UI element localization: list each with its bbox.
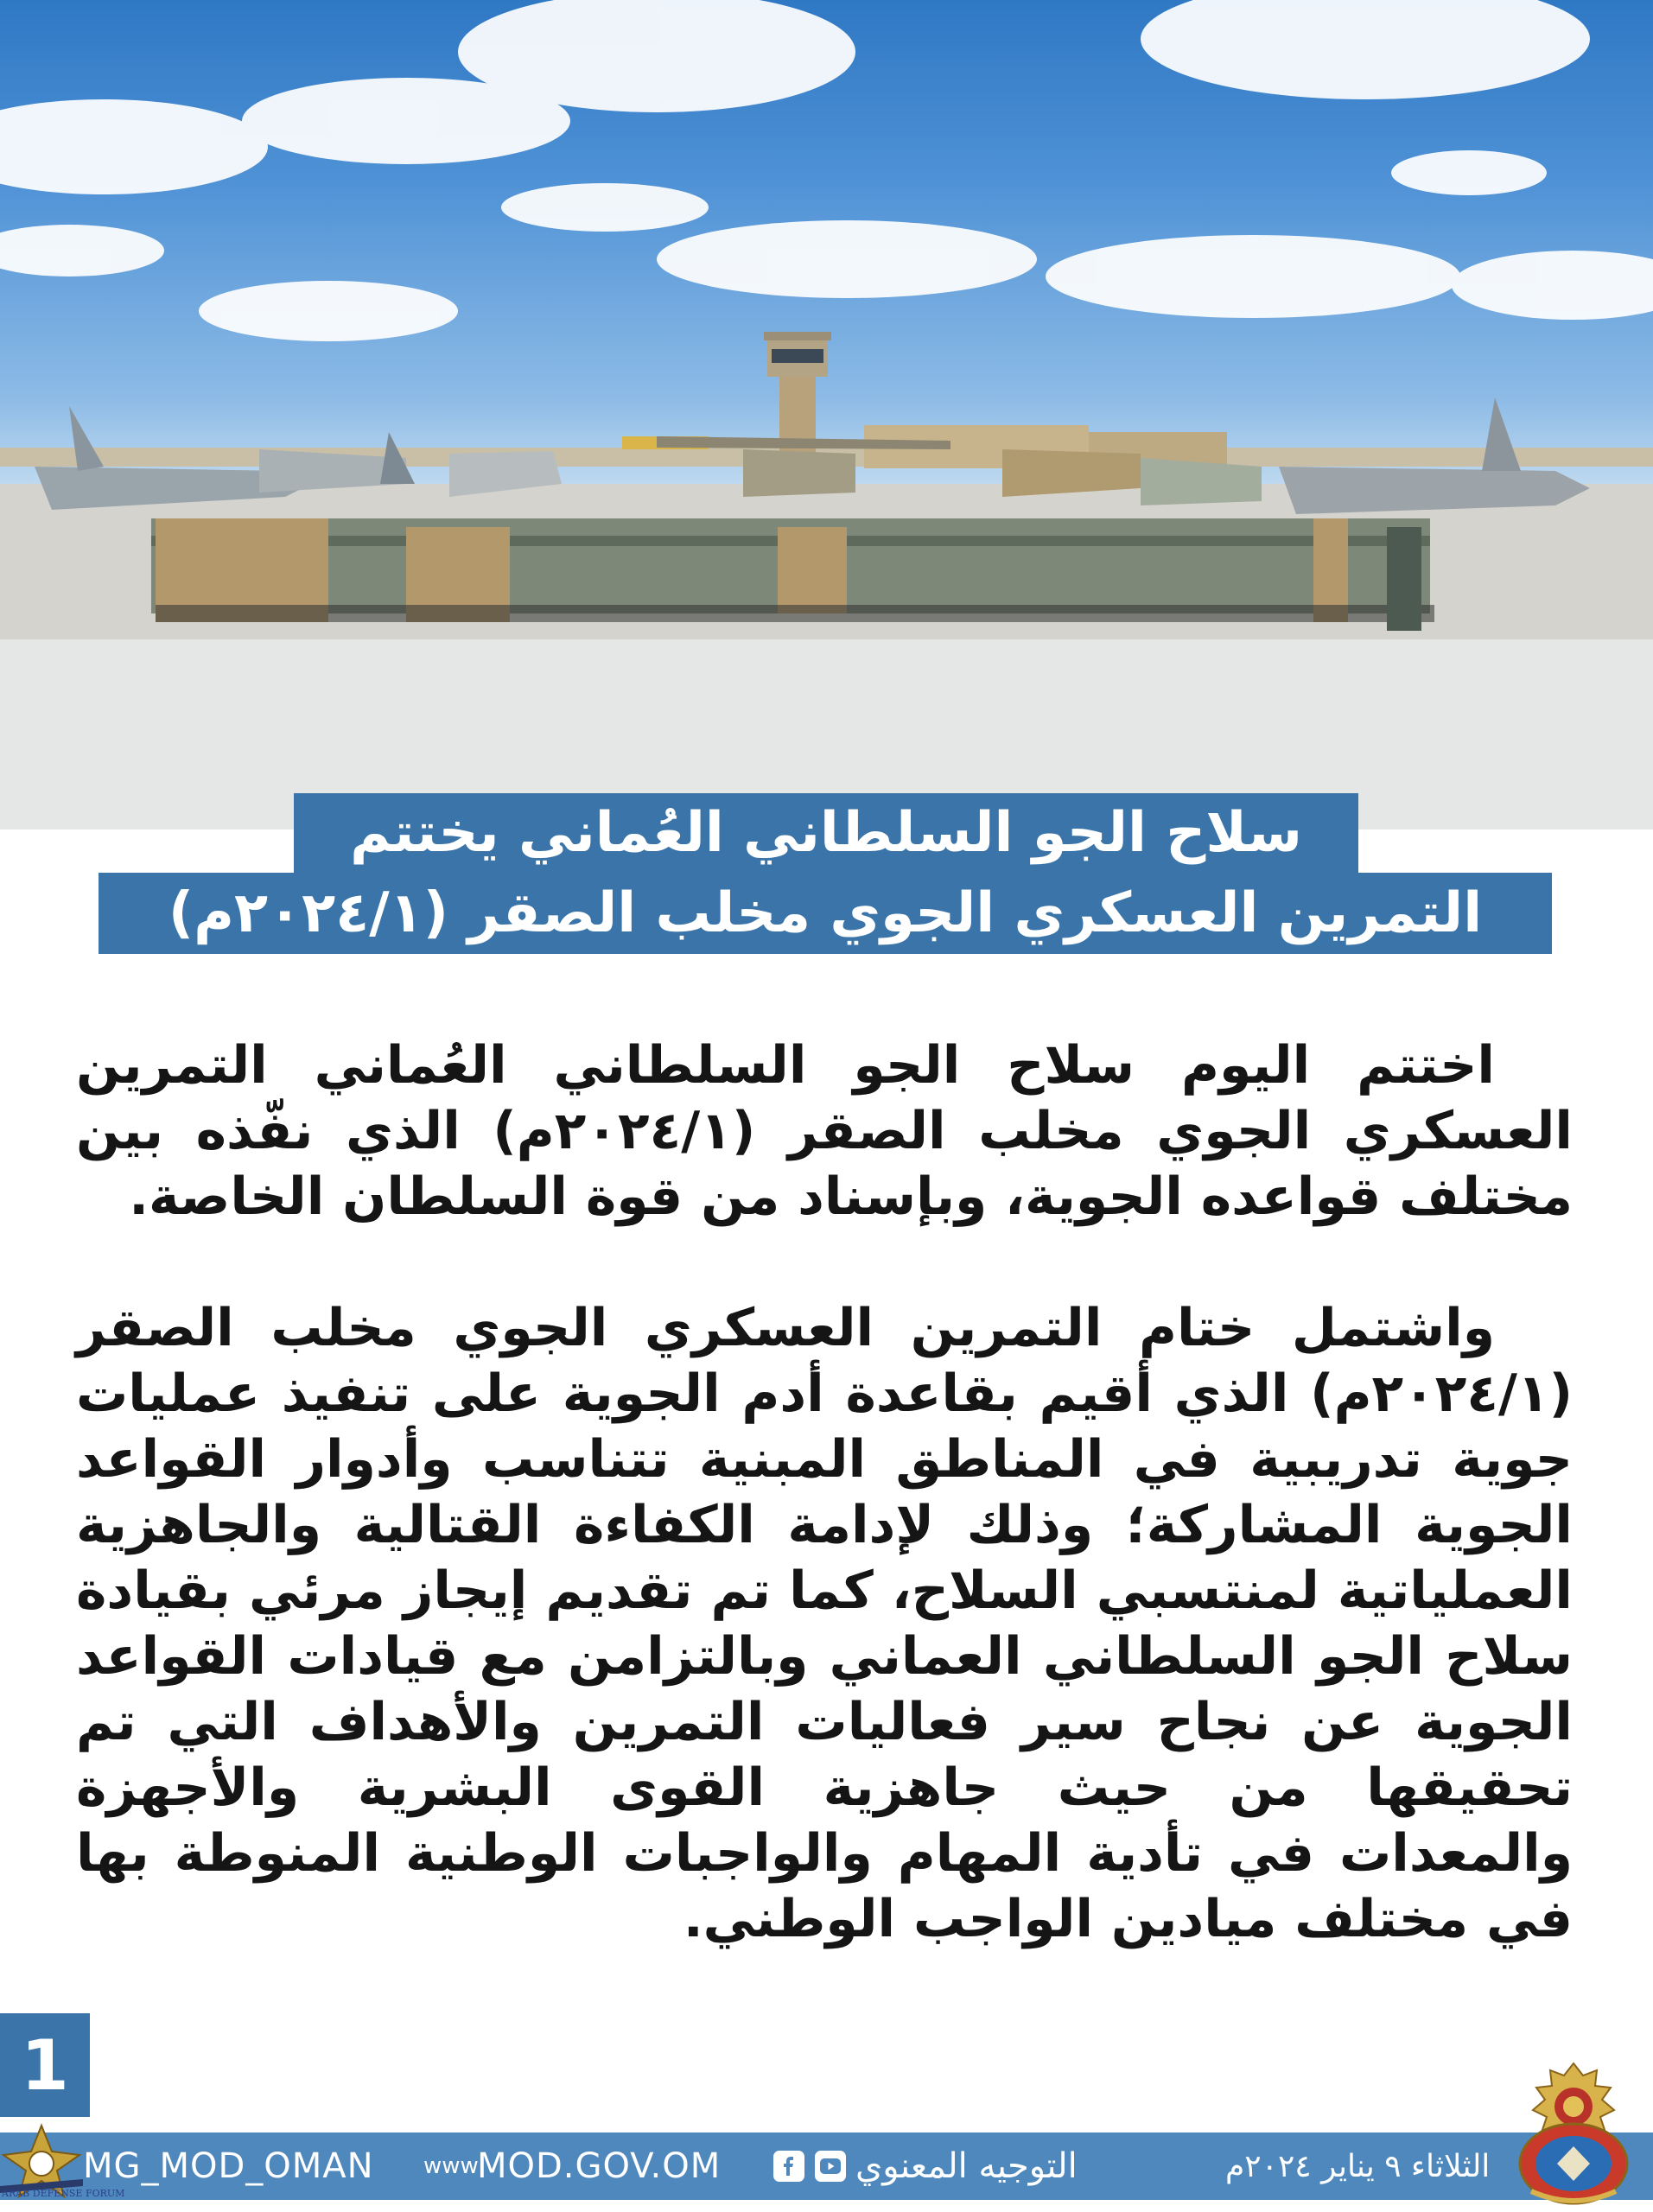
clouds xyxy=(0,0,1653,341)
title-line-2-text: التمرين العسكري الجوي مخلب الصقر (٢٠٢٤/١م) xyxy=(168,881,1483,945)
footer-date: الثلاثاء ٩ يناير ٢٠٢٤م xyxy=(1225,2148,1491,2184)
youtube-icon[interactable] xyxy=(815,2151,846,2182)
footer-social-icons xyxy=(773,2133,846,2200)
page-number-text: 1 xyxy=(21,2024,69,2106)
footer-www-label: www xyxy=(423,2153,479,2179)
ministry-seal-icon xyxy=(1514,2062,1633,2207)
header-photo xyxy=(0,0,1653,830)
title-line-1-text: سلاح الجو السلطاني العُماني يختتم xyxy=(350,801,1302,865)
photo-illustration xyxy=(0,0,1653,830)
title-line-2 xyxy=(99,873,1552,954)
personnel-group xyxy=(151,518,1434,631)
footer-handle[interactable]: MG_MOD_OMAN xyxy=(83,2146,374,2186)
article-paragraph-2: واشتمل ختام التمرين العسكري الجوي مخلب الصقر (٢٠٢٤/١م) الذي أقيم بقاعدة أدم الجوية على تنفيذ عمليات جوية تدريبية في المناطق المبنية تتناسب وأدوار القواعد الجوية المشاركة؛ وذلك لإدامة الكفاءة القتالية والجاهزية العملياتية لمنتسبي السلاح، كما تم تقديم إيجاز مرئي بقيادة سلاح الجو السلطاني العماني وبالتزامن مع قيادات القواعد الجوية عن نجاح سير فعاليات التمرين والأهداف التي تم تحقيقها من حيث جاهزية القوى البشرية والأجهزة والمعدات في تأدية المهام والواجبات الوطنية المنوطة بها في مختلف ميادين الواجب الوطني. xyxy=(76,1298,1573,1949)
article-paragraph-1: اختتم اليوم سلاح الجو السلطاني العُماني التمرين العسكري الجوي مخلب الصقر (٢٠٢٤/١م) الذي نفّذه بين مختلف قواعده الجوية، وبإسناد من قوة السلطان الخاصة. xyxy=(76,1035,1573,1227)
title-line-1 xyxy=(294,793,1358,873)
article-body xyxy=(76,1033,1573,1952)
watermark-text: ARAB DEFENSE FORUM xyxy=(2,2188,125,2199)
footer-website-link[interactable]: MOD.GOV.OM xyxy=(477,2146,722,2186)
footer-department: التوجيه المعنوي xyxy=(855,2146,1078,2186)
facebook-icon[interactable] xyxy=(773,2151,804,2182)
